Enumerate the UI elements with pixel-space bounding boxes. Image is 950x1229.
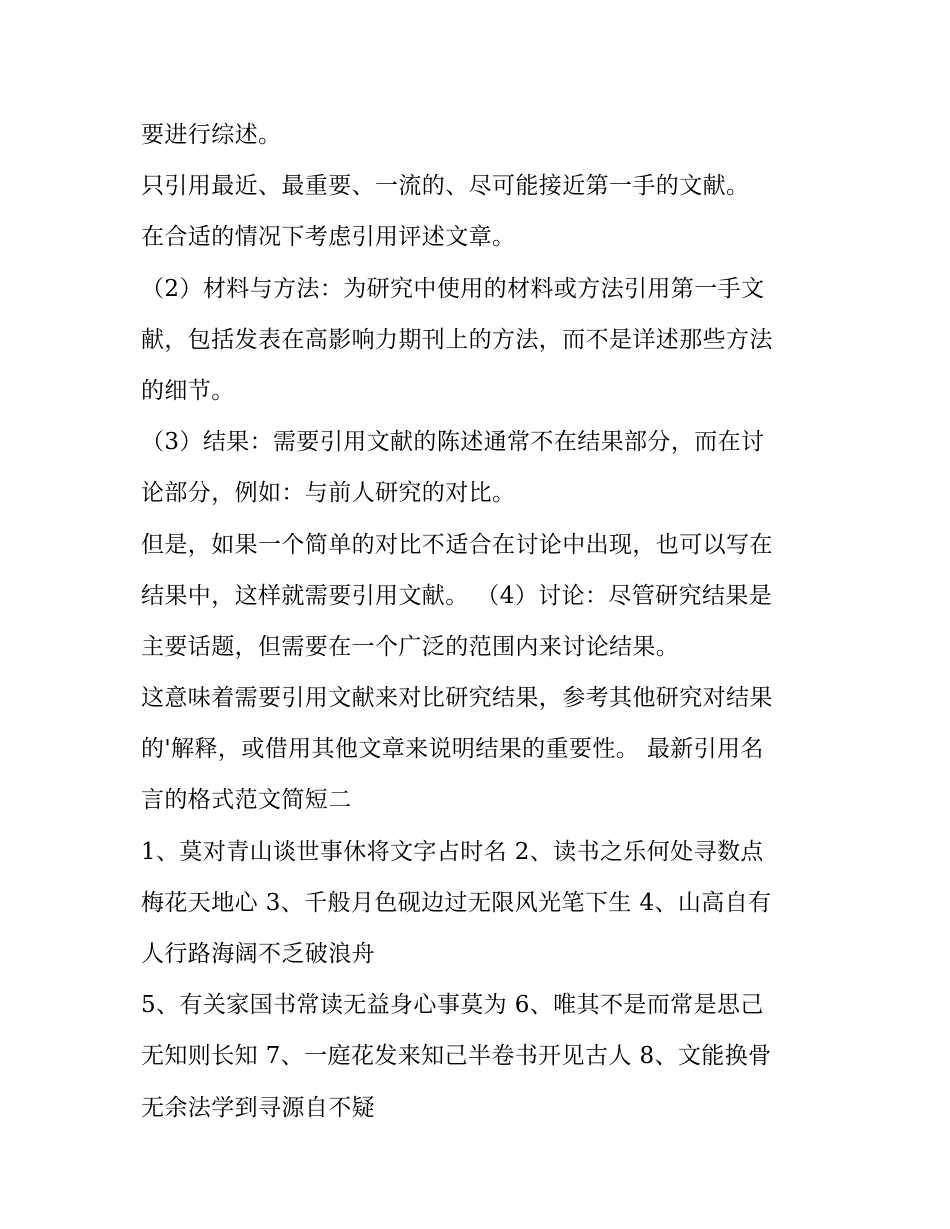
text-line: 言的格式范文简短二 — [141, 787, 352, 814]
text-line: （2）材料与方法：为研究中使用的材料或方法引用第一手文 — [141, 275, 765, 302]
text-line: 在合适的情况下考虑引用评述文章。 — [141, 224, 516, 251]
text-line: 献，包括发表在高影响力期刊上的方法，而不是详述那些方法 — [141, 326, 773, 353]
text-line: 1、莫对青山谈世事休将文字占时名 2、读书之乐何处寻数点 — [141, 838, 764, 865]
text-line: 这意味着需要引用文献来对比研究结果，参考其他研究对结果 — [141, 685, 773, 712]
text-line: 只引用最近、最重要、一流的、尽可能接近第一手的文献。 — [141, 173, 750, 200]
text-line: 人行路海阔不乏破浪舟 — [141, 941, 375, 967]
text-line: （3）结果：需要引用文献的陈述通常不在结果部分，而在讨 — [141, 429, 765, 456]
text-line: 的'解释，或借用其他文章来说明结果的重要性。 最新引用名 — [141, 736, 764, 763]
text-line: 结果中，这样就需要引用文献。 （4）讨论：尽管研究结果是 — [141, 582, 773, 609]
text-line: 的细节。 — [141, 377, 235, 404]
text-line: 5、有关家国书常读无益身心事莫为 6、唯其不是而常是思己 — [141, 992, 764, 1019]
text-line: 要进行综述。 — [141, 122, 282, 148]
text-line: 论部分，例如：与前人研究的对比。 — [141, 480, 516, 507]
document-body — [141, 110, 821, 1134]
text-line: 无知则长知 7、一庭花发来知己半卷书开见古人 8、文能换骨 — [141, 1043, 772, 1070]
text-line: 但是，如果一个简单的对比不适合在讨论中出现，也可以写在 — [141, 531, 773, 558]
text-line: 无余法学到寻源自不疑 — [141, 1094, 375, 1121]
text-line: 梅花天地心 3、千般月色砚边过无限风光笔下生 4、山高自有 — [141, 889, 772, 916]
text-line: 主要话题，但需要在一个广泛的范围内来讨论结果。 — [141, 633, 680, 660]
